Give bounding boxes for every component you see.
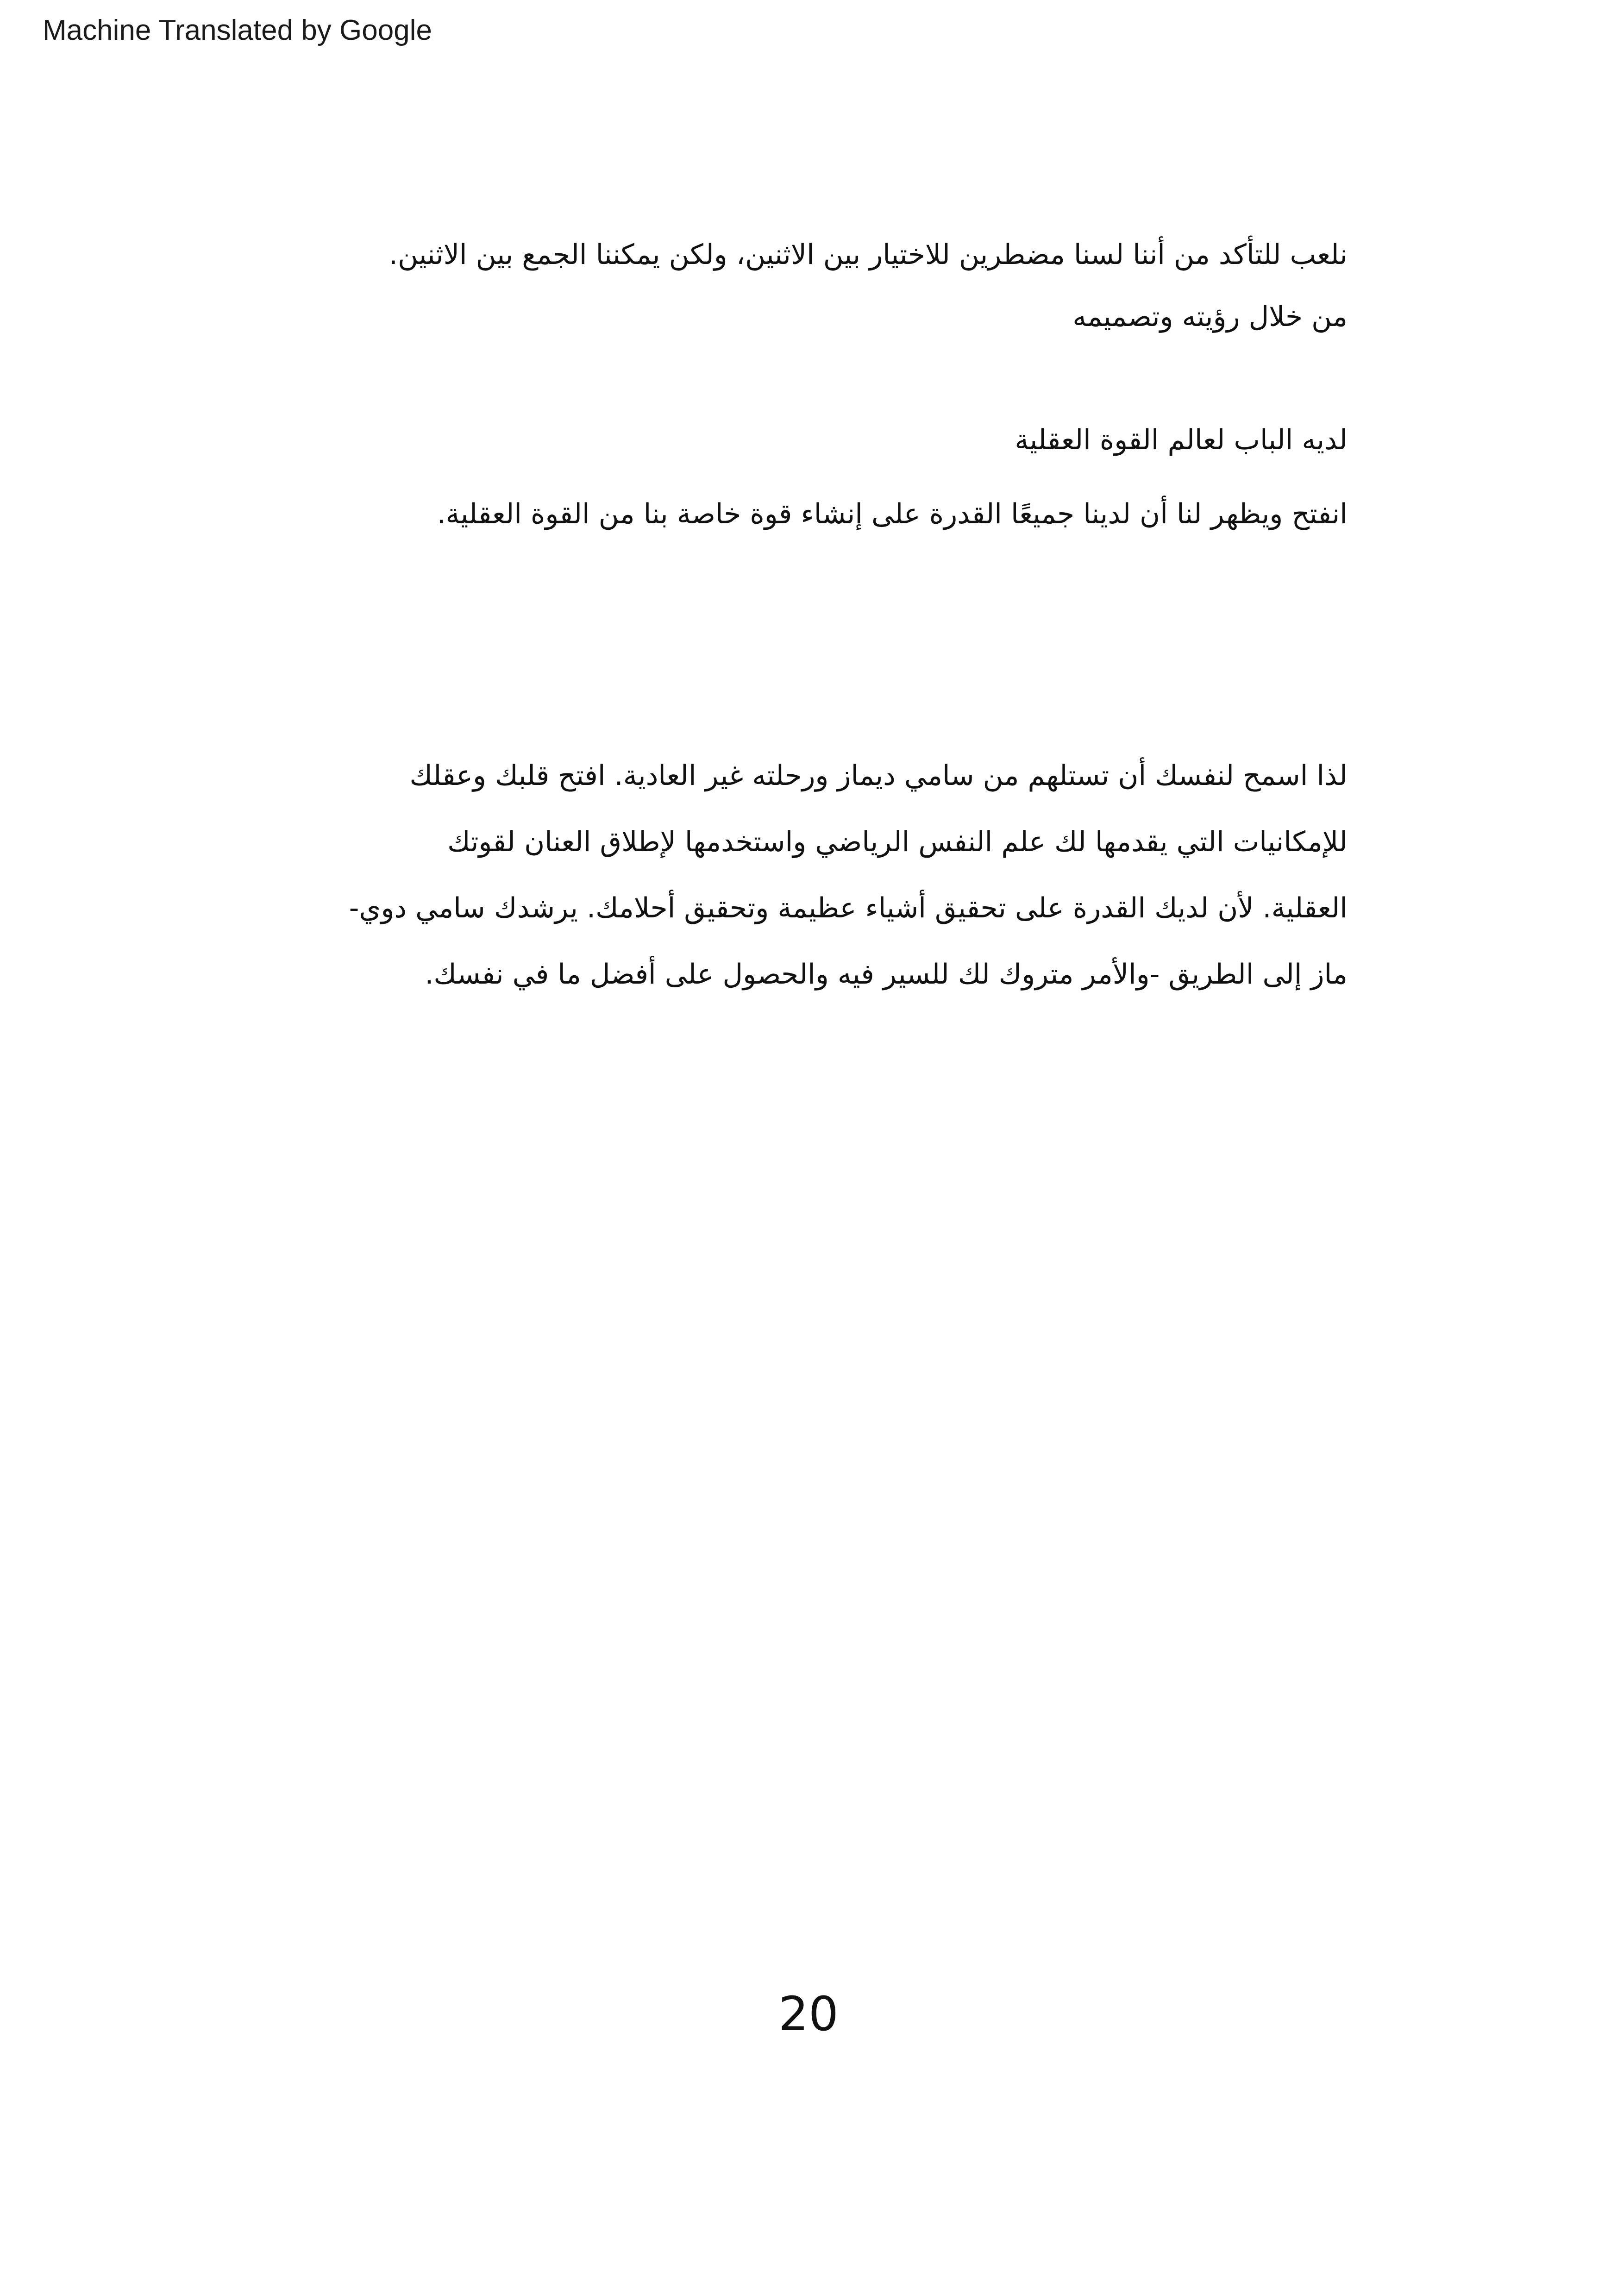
paragraph-line: العقلية. لأن لديك القدرة على تحقيق أشياء عظيمة وتحقيق أحلامك. يرشدك سامي دوي-	[349, 892, 1348, 924]
paragraph-line: لديه الباب لعالم القوة العقلية	[1015, 424, 1348, 456]
paragraph-3	[250, 757, 1348, 993]
paragraph-line: للإمكانيات التي يقدمها لك علم النفس الرياضي واستخدمها لإطلاق العنان لقوتك	[447, 826, 1348, 858]
machine-translation-watermark: Machine Translated by Google	[43, 14, 432, 46]
paragraph-line: نلعب للتأكد من أننا لسنا مضطرين للاختيار بين الاثنين، ولكن يمكننا الجمع بين الاثنين.	[389, 238, 1348, 271]
paragraph-1	[250, 236, 1348, 335]
paragraph-line: انفتح ويظهر لنا أن لدينا جميعًا القدرة على إنشاء قوة خاصة بنا من القوة العقلية.	[437, 498, 1348, 530]
paragraph-line: من خلال رؤيته وتصميمه	[1072, 301, 1348, 333]
page-number: 20	[778, 1987, 839, 2042]
paragraph-line: ماز إلى الطريق -والأمر متروك لك للسير فيه والحصول على أفضل ما في نفسك.	[425, 958, 1348, 991]
paragraph-2	[250, 421, 1348, 533]
paragraph-line: لذا اسمح لنفسك أن تستلهم من سامي ديماز ورحلته غير العادية. افتح قلبك وعقلك	[409, 759, 1348, 792]
